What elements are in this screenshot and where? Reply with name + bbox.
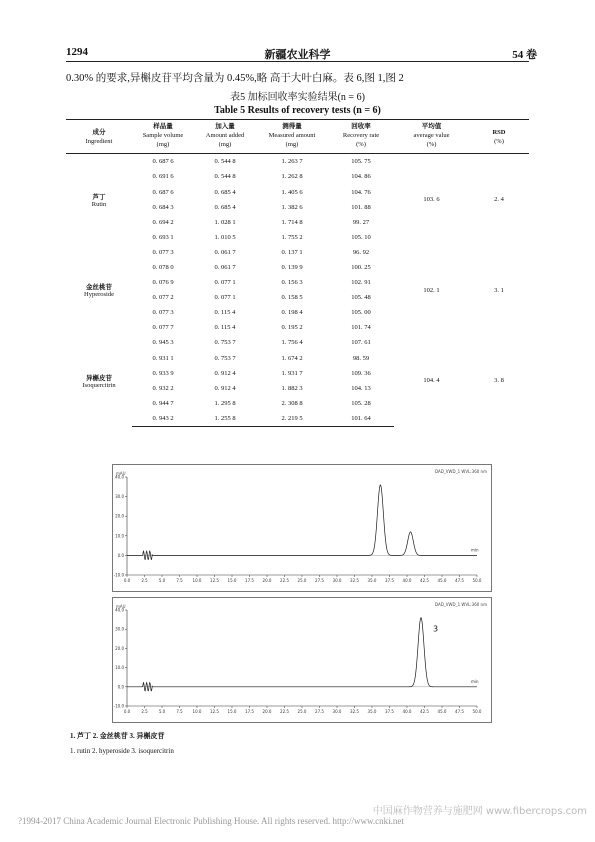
column-cn: 回收率 [351,123,371,130]
ingredient-name-cn: 异槲皮苷 [86,374,112,382]
x-tick-label: 47.5 [455,578,464,583]
corner-label: mAU [116,471,126,476]
table-cell: 101. 64 [328,411,394,427]
ingredient-cell [66,245,132,336]
table-cell: 0. 685 4 [214,188,236,196]
table-cell: 0. 076 9 [152,279,174,287]
y-tick-label: 20.0 [115,645,124,651]
x-tick-label: 22.5 [280,578,289,583]
column-unit: (mg) [285,140,299,148]
column-cn: 平均值 [421,123,442,130]
figure-legend-en: 1. rutin 2. hyperoside 3. isoquercitrin [70,747,174,755]
table-cell: 100. 25 [351,264,371,271]
x-tick-label: 35.0 [367,709,377,714]
x-tick-label: 5.0 [158,578,166,583]
peak-label: 3 [433,624,439,634]
table-cell: 0. 687 6 [152,158,174,166]
x-tick-label: 40.0 [402,578,412,583]
x-tick-label: 27.5 [315,709,324,714]
column-cn: 样品量 [153,123,173,130]
table-cell: 0. 195 2 [281,324,303,332]
x-tick-label: 12.5 [210,578,219,583]
table-cell: 1. 405 6 [281,188,303,196]
x-tick-label: 35.0 [367,578,377,583]
y-tick-label: -10.0 [113,572,124,578]
table-cell: 0. 077 1 [214,279,236,287]
x-tick-label: 17.5 [245,709,254,714]
table-cell: 0. 945 3 [152,339,174,347]
table-cell: 107. 61 [351,339,371,347]
table-cell: 1. 714 8 [281,218,303,226]
y-tick-label: 0.0 [117,552,124,558]
column-en: Ingredient [85,137,113,145]
x-tick-label: 20.0 [262,578,272,583]
x-tick-label: 45.0 [437,709,447,714]
table-cell: 0. 944 7 [152,399,174,407]
rsd-cell: 3. 1 [494,286,504,294]
table-cell: 96. 92 [352,248,370,256]
x-tick-label: 42.5 [420,578,429,583]
figure-legend-cn: 1. 芦丁 2. 金丝桃苷 3. 异槲皮苷 [70,732,165,740]
table-cell: 0. 077 1 [214,294,236,302]
table-caption-en: Table 5 Results of recovery tests (n = 6) [214,105,381,116]
x-tick-label: 40.0 [402,709,412,714]
chromatogram-trace [127,485,477,560]
table-cell: 1. 028 1 [214,218,236,226]
table-cell: 1. 255 8 [194,411,256,427]
column-header-rsd [469,120,529,154]
x-tick-label: 0.0 [123,709,131,714]
column-header-added [194,120,256,154]
x-tick-label: 0.0 [123,578,131,583]
table-cell: 105. 28 [351,399,371,407]
table-cell: 0. 077 7 [152,324,174,332]
x-tick-label: 7.5 [176,709,183,714]
table-body [66,154,529,427]
x-tick-label: 10.0 [192,578,202,583]
column-en: Sample volume [142,131,184,139]
y-tick-label: 30.0 [115,494,124,500]
journal-title: 新疆农业科学 [264,49,331,61]
y-tick-label: 30.0 [115,626,124,632]
x-tick-label: 30.0 [332,578,342,583]
table-cell: 0. 693 1 [152,233,174,241]
table-cell: 2. 308 8 [281,399,303,407]
table-cell: 0. 115 4 [214,309,236,317]
chart-header-label: DAD_VWD_1 WVL:360 nm [434,602,487,607]
corner-label: mAU [116,604,126,609]
table-cell: 0. 137 1 [281,248,303,256]
average-cell: 104. 4 [423,377,440,385]
column-cn: RSD [492,129,506,136]
table-cell: 99. 27 [352,218,370,226]
table-cell: 101. 88 [351,203,371,211]
table-caption-cn: 表5 加标回收率实验结果(n = 6) [230,92,365,103]
table-cell: 0. 077 3 [152,309,174,317]
header-rule [66,61,529,62]
table-cell: 2. 219 5 [256,411,328,427]
x-tick-label: 7.5 [176,578,183,583]
volume-label: 54 卷 [512,49,537,61]
y-tick-label: 10.0 [115,533,124,539]
ingredient-cell [66,154,132,245]
column-header-recovery [328,120,394,154]
x-tick-label: 27.5 [315,578,324,583]
column-unit: (%) [356,140,366,148]
table-cell: 1. 882 3 [281,384,303,392]
x-tick-label: 32.5 [350,709,359,714]
table-cell: 1. 295 8 [214,399,236,407]
column-cn: 测得量 [282,123,302,130]
column-cn: 加入量 [215,123,235,130]
table-cell: 1. 010 5 [214,233,236,241]
y-tick-label: 10.0 [115,665,124,671]
table-cell: 102. 91 [351,279,371,287]
table-cell: 0. 933 9 [152,369,174,377]
table-cell: 98. 59 [352,354,370,362]
x-tick-label: 12.5 [210,709,219,714]
table-cell: 0. 078 0 [152,264,174,271]
column-en: average value [413,131,450,139]
chromatogram-1 [112,464,492,592]
table-cell: 105. 00 [351,309,371,317]
copyright-footer: ?1994-2017 China Academic Journal Electronic Publishing House. All rights reserved. http://www.cnki.net [18,816,404,826]
table-cell: 0. 061 7 [214,264,236,271]
table-cell: 1. 756 4 [281,339,303,347]
table-cell: 0. 932 2 [152,384,174,392]
table-cell: 0. 912 4 [214,369,236,377]
column-header-measured [256,120,328,154]
chromatogram-trace [127,618,477,691]
table-cell: 109. 36 [351,369,371,377]
rsd-cell: 2. 4 [494,196,504,204]
x-tick-label: 17.5 [245,578,254,583]
table-cell: 105. 75 [351,158,371,166]
x-unit-label: min [471,678,479,684]
table-row [66,154,529,170]
chromatogram-2 [112,597,492,723]
table-cell: 104. 13 [351,384,371,392]
table-cell: 0. 685 4 [214,203,236,211]
column-header-sample [132,120,194,154]
x-unit-label: min [471,547,479,553]
table-cell: 0. 198 4 [281,309,303,317]
column-cn: 成分 [92,129,106,136]
ingredient-name-cn: 金丝桃苷 [86,284,112,292]
page-number: 1294 [66,46,88,58]
table-cell: 0. 943 2 [132,411,194,427]
ingredient-name-en: Isoquercitrin [82,381,116,389]
table-cell: 1. 755 2 [281,233,303,241]
column-header-ingredient [66,120,132,154]
x-tick-label: 42.5 [420,709,429,714]
table-cell: 0. 544 8 [214,173,236,181]
ingredient-name-en: Hyperoside [84,291,114,299]
x-tick-label: 25.0 [297,709,307,714]
column-en: Amount added [205,131,245,139]
ingredient-name-cn: 芦丁 [92,193,106,201]
y-tick-label: 20.0 [115,513,124,519]
x-tick-label: 32.5 [350,578,359,583]
x-tick-label: 45.0 [437,578,447,583]
y-tick-label: -10.0 [113,703,124,709]
rsd-cell: 3. 8 [494,377,504,385]
table-cell: 104. 76 [351,188,371,196]
table-row [66,245,529,260]
x-tick-label: 15.0 [227,578,237,583]
table-cell: 0. 684 3 [152,203,174,211]
table-cell: 0. 544 8 [214,158,236,166]
table-cell: 1. 262 8 [281,173,303,181]
x-tick-label: 10.0 [192,709,202,714]
table-header-row [66,120,529,154]
table-cell: 0. 753 7 [214,354,236,362]
chromatogram-1-plot [113,465,491,591]
recovery-table [66,119,529,427]
x-tick-label: 47.5 [455,709,464,714]
table-cell: 104. 86 [351,173,371,181]
y-tick-label: 40.0 [115,474,124,480]
table-cell: 0. 694 2 [152,218,174,226]
table-cell: 101. 74 [351,324,371,332]
ingredient-cell [66,335,132,426]
table-cell: 0. 061 7 [214,248,236,256]
x-tick-label: 5.0 [158,709,166,714]
table-cell: 1. 382 6 [281,203,303,211]
table-cell: 1. 674 2 [281,354,303,362]
y-tick-label: 0.0 [117,684,124,690]
x-tick-label: 2.5 [141,709,148,714]
table-cell: 0. 139 9 [281,264,303,271]
column-en: Recovery rate [342,131,380,139]
column-unit: (%) [494,137,504,145]
chromatogram-2-plot [113,598,491,722]
table-cell: 0. 753 7 [214,339,236,347]
body-text: 0.30% 的要求,异槲皮苷平均含量为 0.45%,略 高于大叶白麻。表 6,图 1,图 2 [66,73,404,84]
table-cell: 0. 931 1 [152,354,174,362]
site-watermark: 中国麻作物营养与施肥网 www.fibercrops.com [372,806,587,817]
x-tick-label: 25.0 [297,578,307,583]
x-tick-label: 37.5 [385,709,394,714]
table-cell: 0. 115 4 [214,324,236,332]
table-cell: 0. 912 4 [214,384,236,392]
x-tick-label: 37.5 [385,578,394,583]
table-cell: 0. 687 6 [152,188,174,196]
x-tick-label: 50.0 [472,709,482,714]
table-cell: 105. 48 [351,294,371,302]
table-cell: 0. 691 6 [152,173,174,181]
x-tick-label: 30.0 [332,709,342,714]
ingredient-name-en: Rutin [91,200,107,208]
y-tick-label: 40.0 [115,607,124,613]
table-cell: 105. 10 [351,233,371,241]
x-tick-label: 15.0 [227,709,237,714]
chart-header-label: DAD_VWD_1 WVL:360 nm [434,469,487,474]
table-cell: 1. 931 7 [281,369,303,377]
average-cell: 102. 1 [423,286,440,294]
table-cell: 0. 158 5 [281,294,303,302]
x-tick-label: 2.5 [141,578,148,583]
table-cell: 1. 263 7 [281,158,303,166]
x-tick-label: 22.5 [280,709,289,714]
x-tick-label: 20.0 [262,709,272,714]
table-row [66,335,529,350]
column-header-average [394,120,469,154]
column-unit: (mg) [156,140,170,148]
column-en: Measured amount [268,131,316,139]
table-cell: 0. 156 3 [281,279,303,287]
table-cell: 0. 077 2 [152,294,174,302]
column-unit: (mg) [218,140,232,148]
column-unit: (%) [426,140,437,148]
table-cell: 0. 077 3 [152,248,174,256]
average-cell: 103. 6 [423,196,440,204]
x-tick-label: 50.0 [472,578,482,583]
